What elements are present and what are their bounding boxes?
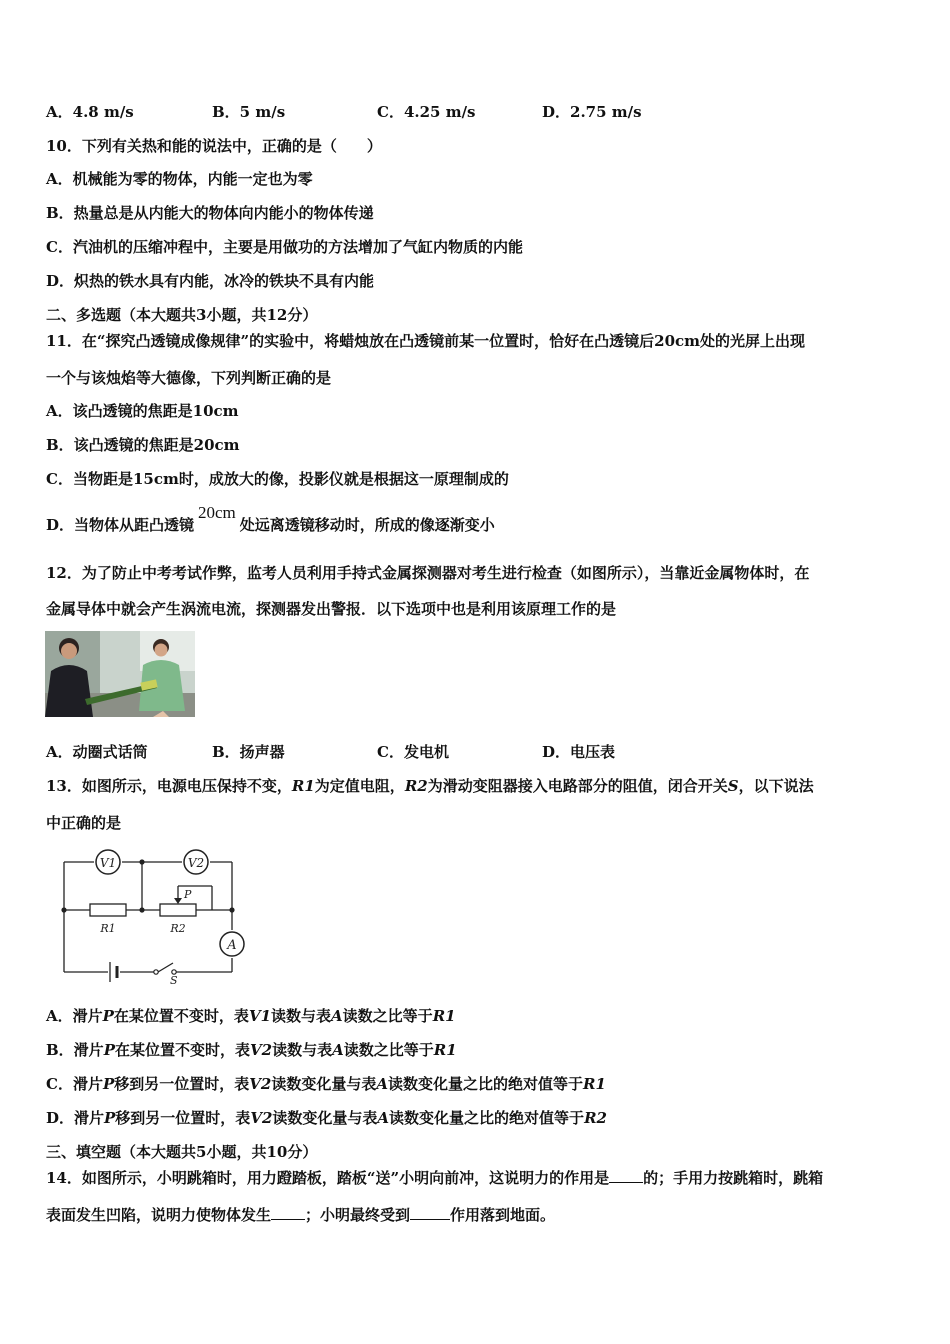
answer-blank[interactable] [609, 1168, 643, 1183]
q13-text: 为滑动变阻器接入电路部分的阻值，闭合开关 [427, 777, 728, 795]
q13-option-symbol: V2 [249, 1075, 272, 1093]
q12-option-d: D．电压表 [542, 743, 616, 761]
q11-option-a: A．该凸透镜的焦距是10cm [46, 402, 239, 420]
q13-option-text: 读数之比等于 [342, 1007, 433, 1025]
q13-option-symbol: V2 [250, 1109, 273, 1127]
voltmeter-v1-label: V1 [99, 856, 117, 870]
q13-option-text: 移到另一位置时，表 [115, 1109, 251, 1127]
q13-symbol-r1: R1 [291, 777, 315, 795]
q13-text: ，以下说法 [738, 777, 814, 795]
q13-option-symbol: V2 [249, 1041, 273, 1059]
q14-text: 表面发生凹陷，说明力使物体发生 [46, 1206, 272, 1224]
q14-text: 的；手用力按跳箱时，跳箱 [643, 1169, 824, 1187]
section-3-heading: 三、填空题（本大题共5小题，共10分） [46, 1143, 318, 1161]
q13-option-text: 读数变化量之比的绝对值等于 [389, 1109, 585, 1127]
q13-option-a [46, 1006, 456, 1026]
switch-s-label: S [170, 974, 178, 984]
q13-option-c [46, 1074, 606, 1094]
resistor-r1-label: R1 [100, 922, 116, 935]
q12-option-c: C．发电机 [377, 743, 449, 761]
q10-stem: 10．下列有关热和能的说法中，正确的是（ ） [46, 137, 382, 155]
ammeter-label: A [227, 938, 237, 953]
q11-option-d-text: D．当物体从距凸透镜 [46, 516, 195, 534]
q13-option-symbol: A [331, 1007, 343, 1025]
q13-option-text: D．滑片 [46, 1109, 105, 1127]
q10-option-c: C．汽油机的压缩冲程中，主要是用做功的方法增加了气缸内物质的内能 [46, 238, 523, 256]
q12-option-a: A．动圈式话筒 [46, 743, 148, 761]
q13-symbol-s: S [727, 777, 739, 795]
q13-option-symbol: A [377, 1109, 390, 1127]
q13-option-symbol: A [376, 1075, 388, 1093]
q11-stem-line2: 一个与该烛焰等大德像，下列判断正确的是 [46, 369, 332, 387]
q13-option-symbol: P [103, 1041, 115, 1059]
q13-option-symbol: P [102, 1075, 115, 1093]
q13-option-symbol: R2 [584, 1109, 607, 1127]
q12-option-b: B．扬声器 [212, 743, 285, 761]
q14-text: 14．如图所示，小明跳箱时，用力蹬踏板，踏板“送”小明向前冲，这说明力的作用是 [46, 1169, 610, 1187]
q12-stem-line1: 12．为了防止中考考试作弊，监考人员利用手持式金属探测器对考生进行检查（如图所示），当靠近金属物体时，在 [46, 564, 810, 582]
q11-stem-line1: 11．在“探究凸透镜成像规律”的实验中，将蜡烛放在凸透镜前某一位置时，恰好在凸透镜后20cm处的光屏上出现 [46, 332, 806, 350]
answer-blank[interactable] [410, 1205, 450, 1220]
slider-p-label: P [184, 888, 192, 901]
q11-option-d-text-end: 处远离透镜移动时，所成的像逐渐变小 [239, 516, 495, 534]
q10-option-b: B．热量总是从内能大的物体向内能小的物体传递 [46, 204, 374, 222]
q13-option-text: 读数与表 [271, 1007, 332, 1025]
q11-option-d [46, 503, 495, 535]
q11-option-c: C．当物距是15cm时，成放大的像，投影仪就是根据这一原理制成的 [46, 470, 509, 488]
q11-option-b: B．该凸透镜的焦距是20cm [46, 436, 240, 454]
q13-option-symbol: R1 [583, 1075, 606, 1093]
q13-symbol-r2: R2 [404, 777, 428, 795]
q13-option-symbol: R1 [432, 1007, 456, 1025]
q13-option-text: B．滑片 [46, 1041, 104, 1059]
circuit-diagram [56, 848, 252, 984]
q13-option-b [46, 1040, 457, 1060]
q14-text: ；小明最终受到 [305, 1206, 411, 1224]
q13-text: 为定值电阻， [314, 777, 405, 795]
resistor-r2-label: R2 [170, 922, 186, 935]
q9-option-c: C．4.25 m/s [377, 103, 476, 121]
q13-stem-line2: 中正确的是 [46, 814, 122, 832]
q13-option-text: 读数变化量之比的绝对值等于 [387, 1075, 583, 1093]
q10-option-a: A．机械能为零的物体，内能一定也为零 [46, 170, 313, 188]
q14-line2 [46, 1205, 555, 1225]
q13-option-symbol: V1 [248, 1007, 272, 1025]
q13-option-symbol: A [332, 1041, 344, 1059]
q13-option-text: 在某位置不变时，表 [113, 1007, 249, 1025]
section-2-heading: 二、多选题（本大题共3小题，共12分） [46, 306, 318, 324]
q9-option-d: D．2.75 m/s [542, 103, 642, 121]
q13-option-text: 读数之比等于 [343, 1041, 434, 1059]
q13-option-text: 读数变化量与表 [272, 1109, 378, 1127]
q13-option-text: 读数与表 [272, 1041, 333, 1059]
q11-option-d-value: 20cm [198, 503, 236, 522]
q13-option-text: 在某位置不变时，表 [114, 1041, 250, 1059]
voltmeter-v2-label: V2 [187, 856, 205, 870]
q13-option-text: 移到另一位置时，表 [114, 1075, 250, 1093]
q13-option-text: A．滑片 [46, 1007, 103, 1025]
q9-option-b: B．5 m/s [212, 103, 286, 121]
q13-option-text: C．滑片 [46, 1075, 103, 1093]
q13-text: 13．如图所示，电源电压保持不变， [46, 777, 292, 795]
metal-detector-photo [45, 631, 195, 717]
q10-option-d: D．炽热的铁水具有内能，冰冷的铁块不具有内能 [46, 272, 375, 290]
answer-blank[interactable] [271, 1205, 305, 1220]
q9-option-a: A．4.8 m/s [46, 103, 134, 121]
q13-option-text: 读数变化量与表 [271, 1075, 377, 1093]
q13-option-symbol: R1 [433, 1041, 457, 1059]
q13-option-symbol: P [104, 1109, 116, 1127]
q12-stem-line2: 金属导体中就会产生涡流电流，探测器发出警报．以下选项中也是利用该原理工作的是 [46, 600, 617, 618]
q13-option-d [46, 1108, 607, 1128]
q14-text: 作用落到地面。 [450, 1206, 556, 1224]
q13-stem-line1 [46, 776, 814, 796]
q13-option-symbol: P [102, 1007, 114, 1025]
q14-line1 [46, 1168, 823, 1188]
